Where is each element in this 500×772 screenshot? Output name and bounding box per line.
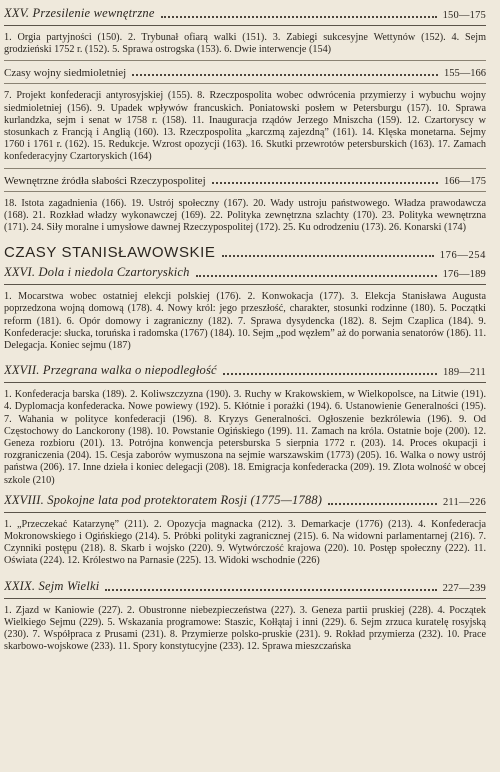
- dot-leader: [328, 502, 437, 505]
- era-title: CZASY STANISŁAWOWSKIE: [4, 244, 216, 262]
- divider: [4, 598, 486, 599]
- chapter-contents: 1. Mocarstwa wobec ostatniej elekcji polskiej (176). 2. Konwokacja (177). 3. Elekcja Stanisława Augusta poprzedzona wojną domową (178). 4. Nowy król: jego przeszłość, charakter, stosunki rodzinne (180). 5. Początki reform (181). 6. Opór domowy i zagraniczny (182). 7. Sprawa dysydencka (182). 8. Sejm Czaplica (184). 9. Konfederacje: słucka, toruńska i radomska (1767) (184). 10. Sejm „pod węzłem” aż do porwania senatorów (186). 11. Delegacja. Koniec sejmu (187): [4, 291, 486, 352]
- subsection-pages: 155—166: [444, 68, 486, 80]
- chapter-pages: 227—239: [442, 582, 486, 594]
- chapter-heading: [4, 6, 486, 21]
- chapter-pages: 176—189: [442, 269, 486, 281]
- dot-leader: [161, 15, 437, 18]
- chapter-pages: 189—211: [442, 367, 486, 379]
- chapter-heading: [4, 265, 486, 280]
- chapter-title: XXIX. Sejm Wielki: [4, 578, 100, 593]
- chapter-xxvi: [4, 265, 486, 352]
- era-pages: 176—254: [439, 250, 486, 262]
- subsection-heading: [4, 67, 486, 79]
- era-heading: [4, 244, 486, 261]
- chapter-pages: 150—175: [442, 10, 486, 21]
- chapter-xxviii: [4, 493, 486, 568]
- chapter-contents: 1. Zjazd w Kaniowie (227). 2. Obustronne niebezpieczeństwa (227). 3. Geneza partii pruskiej (228). 4. Początek Wielkiego Sejmu (229). 5. Wskazania programowe: Staszic, Kołłątaj i inni (229). 6. Sejm zrzuca kuratelę rosyjską (230). 7. Współpraca z Prusami (231). 8. Przymierze polsko-pruskie (231). 9. Rokład przymierza (232). 10. Prace skarbowo-wojskowe (233). 11. Spory konstytucyjne (233). 12. Sprawa mieszczańska: [4, 604, 486, 653]
- dot-leader: [212, 181, 438, 184]
- chapter-title: XXVIII. Spokojne lata pod protektoratem Rosji (1775—1788): [4, 492, 323, 507]
- subsection-pages: 166—175: [444, 175, 486, 187]
- chapter-xxv: [4, 6, 486, 234]
- chapter-contents: 1. „Przeczekać Katarzynę” (211). 2. Opozycja magnacka (212). 3. Demarkacje (1776) (213). 4. Konfederacja Mokronowskiego i Ogińskiego (214). 5. Próbki polityki zagranicznej (215). 6. Na widowni parlamentarnej (216). 7. Czynniki postępu (218). 8. Skarb i wojsko (220). 9. Wytwórczość krajowa (220). 10. Postęp społeczny (222). 11. Oświata (224). 12. Królestwo na Parnasie (225). 13. Widoki wschodnie (226): [4, 518, 486, 567]
- chapter-title: XXV. Przesilenie wewnętrzne: [4, 6, 155, 20]
- subsection-heading: [4, 175, 486, 187]
- chapter-pages: 211—226: [442, 496, 486, 508]
- divider: [4, 60, 486, 61]
- chapter-title: XXVII. Przegrana walka o niepodległość: [4, 363, 217, 378]
- chapter-xxvii: [4, 363, 486, 487]
- chapter-contents: 1. Orgia partyjności (150). 2. Trybunał ofiarą walki (151). 3. Zabiegi sukcesyjne Wettynów (152). 4. Sejm grodzieński 1752 r. (152). 5. Sprawa ostrogska (153). 6. Dwie interwencje (154): [4, 32, 486, 56]
- divider: [4, 191, 486, 192]
- subsection-contents: 18. Istota zagadnienia (166). 19. Ustrój społeczny (167). 20. Wady ustroju państwowego. Władza prawodawcza (168). 21. Rozkład władzy wykonawczej (169). 22. Polityka zewnętrzna szlachty (170). 23. Polityka wewnętrzna (171). 24. Siły moralne i umysłowe dawnej Rzeczypospolitej (172). 25. Ku odrodzeniu (173). 26. Konarski (174): [4, 197, 486, 234]
- dot-leader: [105, 588, 436, 591]
- subsection-title: Wewnętrzne źródła słabości Rzeczypospolitej: [4, 174, 206, 187]
- dot-leader: [223, 372, 437, 375]
- dot-leader: [132, 73, 438, 76]
- divider: [4, 284, 486, 285]
- chapter-heading: [4, 579, 486, 594]
- chapter-title: XXVI. Dola i niedola Czartoryskich: [4, 265, 190, 280]
- subsection-contents: 7. Projekt konfederacji antyrosyjskiej (155). 8. Rzeczpospolita wobec odwrócenia przymierzy i wybuchu wojny siedmioletniej (156). 9. Upadek wpływów francuskich. Poniatowski posłem w Petersburgu (157). 10. Sprawa kurlandzka, sejm i senat w 1758 r. (158). 11. Inauguracja rządów Jerzego Mniszcha (159). 12. Czartoryscy w stosunkach z Francją i Anglią (160). 13. Rzeczpospolita „karczmą zajezdną” (161). 14. Klęska monetarna. Sejmy 1760 i 1761 r. (162). 15. Redukcje. Wzrost opozycji (163). 16. Skutki przewrotów petersburskich (163). 17. Zamach konfederacyjny Czartoryskich (164): [4, 90, 486, 163]
- divider: [4, 382, 486, 383]
- chapter-heading: [4, 363, 486, 378]
- chapter-contents: 1. Konfederacja barska (189). 2. Koliwszczyzna (190). 3. Ruchy w Krakowskiem, w Wielkopolsce, na Litwie (191). 4. Dyplomacja konfederacka. Nowe powiewy (192). 5. Kłótnie i porażki (194). 6. Ustanowienie Generalności (195). 7. Wahania w polityce konfederacji (196). 8. Kryzys Generalności. Ogłoszenie bezkrólewia (196). 9. Od Częstochowy do Lanckorony (198). 10. Powstanie Ogińskiego (199). 11. Zamach na króla. Ostatnie boje (200). 12. Geneza rozbioru (201). 13. Potrójna konwencja petersburska 5 sierpnia 1772 r. (203). 14. Proces okupacji i rozgraniczenia (204). 15. Cesja zaborów wymuszona na sejmie warszawskim (1773) (205). 16. Walka o nowy ustrój państwa (206). 17. Inne dzieła i koniec delegacji (208). 18. Emigracja konfederacka (209). 19. Zlota wolność w obcej szkole (210): [4, 389, 486, 486]
- subsection-title: Czasy wojny siedmioletniej: [4, 67, 127, 80]
- dot-leader: [222, 254, 434, 257]
- divider: [4, 25, 486, 26]
- divider: [4, 168, 486, 169]
- chapter-heading: [4, 493, 486, 508]
- dot-leader: [196, 274, 437, 277]
- divider: [4, 83, 486, 84]
- chapter-xxix: [4, 579, 486, 654]
- divider: [4, 512, 486, 513]
